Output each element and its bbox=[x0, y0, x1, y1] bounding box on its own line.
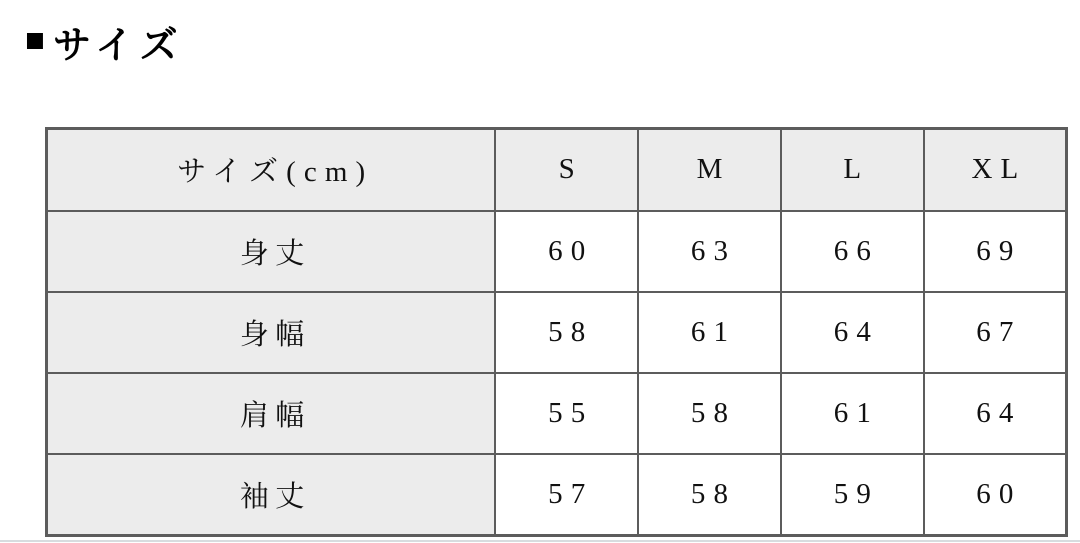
cell-body-length-l: 66 bbox=[781, 211, 924, 292]
column-header-size-cm: サイズ(cm) bbox=[47, 129, 496, 211]
row-label-sleeve-length: 袖丈 bbox=[47, 454, 496, 536]
cell-shoulder-width-xl: 64 bbox=[924, 373, 1067, 454]
cell-shoulder-width-l: 61 bbox=[781, 373, 924, 454]
column-header-m: M bbox=[638, 129, 781, 211]
cell-sleeve-length-xl: 60 bbox=[924, 454, 1067, 536]
row-label-body-length: 身丈 bbox=[47, 211, 496, 292]
section-title bbox=[25, 14, 184, 69]
cell-body-length-m: 63 bbox=[638, 211, 781, 292]
table-row-sleeve-length bbox=[47, 454, 1067, 536]
cell-body-length-s: 60 bbox=[495, 211, 638, 292]
table-row-body-width bbox=[47, 292, 1067, 373]
table-row-shoulder-width bbox=[47, 373, 1067, 454]
cell-sleeve-length-l: 59 bbox=[781, 454, 924, 536]
column-header-xl: XL bbox=[924, 129, 1067, 211]
column-header-s: S bbox=[495, 129, 638, 211]
section-title-text: サイズ bbox=[52, 25, 185, 67]
size-chart-table bbox=[45, 127, 1068, 537]
cell-body-width-m: 61 bbox=[638, 292, 781, 373]
table-header-row bbox=[47, 129, 1067, 211]
square-bullet-icon: ■ bbox=[25, 23, 45, 59]
cell-body-width-xl: 67 bbox=[924, 292, 1067, 373]
row-label-shoulder-width: 肩幅 bbox=[47, 373, 496, 454]
cell-body-width-s: 58 bbox=[495, 292, 638, 373]
table-row-body-length bbox=[47, 211, 1067, 292]
cell-body-length-xl: 69 bbox=[924, 211, 1067, 292]
cell-sleeve-length-m: 58 bbox=[638, 454, 781, 536]
row-label-body-width: 身幅 bbox=[47, 292, 496, 373]
cell-sleeve-length-s: 57 bbox=[495, 454, 638, 536]
page-bottom-divider bbox=[0, 540, 1080, 542]
cell-body-width-l: 64 bbox=[781, 292, 924, 373]
cell-shoulder-width-s: 55 bbox=[495, 373, 638, 454]
column-header-l: L bbox=[781, 129, 924, 211]
cell-shoulder-width-m: 58 bbox=[638, 373, 781, 454]
